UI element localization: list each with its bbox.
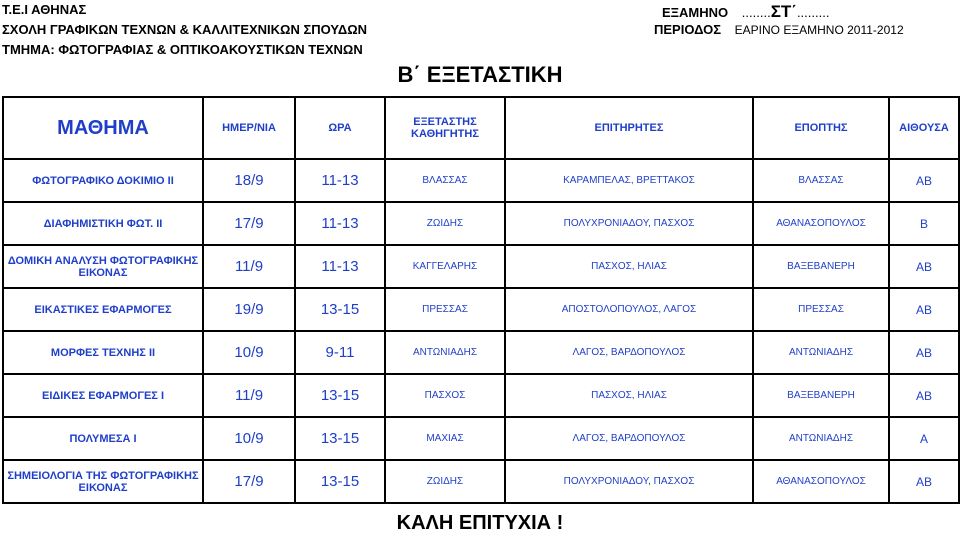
col-header-date: ΗΜΕΡ/ΝΙΑ xyxy=(203,97,295,159)
table-row xyxy=(3,374,959,417)
supervisor-cell: ΑΘΑΝΑΣΟΠΟΥΛΟΣ xyxy=(753,460,889,503)
examiner-cell: ΑΝΤΩΝΙΑΔΗΣ xyxy=(385,331,505,374)
semester-value: ΣΤ΄ xyxy=(770,2,797,21)
col-header-time: ΩΡΑ xyxy=(295,97,385,159)
col-header-examiner-line2: ΚΑΘΗΓΗΤΗΣ xyxy=(411,128,479,140)
course-cell: ΦΩΤΟΓΡΑΦΙΚΟ ΔΟΚΙΜΙΟ ΙΙ xyxy=(3,159,203,202)
supervisor-cell: ΒΑΞΕΒΑΝΕΡΗ xyxy=(753,245,889,288)
examiner-cell: ΖΩΙΔΗΣ xyxy=(385,202,505,245)
date-cell: 10/9 xyxy=(203,331,295,374)
table-row xyxy=(3,288,959,331)
date-cell: 19/9 xyxy=(203,288,295,331)
col-header-examiner-line1: ΕΞΕΤΑΣΤΗΣ xyxy=(413,116,477,128)
time-cell: 13-15 xyxy=(295,460,385,503)
course-cell: ΕΙΚΑΣΤΙΚΕΣ ΕΦΑΡΜΟΓΕΣ xyxy=(3,288,203,331)
course-cell: ΔΟΜΙΚΗ ΑΝΑΛΥΣΗ ΦΩΤΟΓΡΑΦΙΚΗΣ ΕΙΚΟΝΑΣ xyxy=(3,245,203,288)
date-cell: 18/9 xyxy=(203,159,295,202)
table-row xyxy=(3,460,959,503)
room-cell: Β xyxy=(889,202,959,245)
date-cell: 11/9 xyxy=(203,374,295,417)
proctors-cell: ΠΑΣΧΟΣ, ΗΛΙΑΣ xyxy=(505,245,753,288)
proctors-cell: ΑΠΟΣΤΟΛΟΠΟΥΛΟΣ, ΛΑΓΟΣ xyxy=(505,288,753,331)
period-value: ΕΑΡΙΝΟ ΕΞΑΜΗΝΟ 2011-2012 xyxy=(734,23,904,37)
supervisor-cell: ΒΑΞΕΒΑΝΕΡΗ xyxy=(753,374,889,417)
proctors-cell: ΛΑΓΟΣ, ΒΑΡΔΟΠΟΥΛΟΣ xyxy=(505,331,753,374)
table-row xyxy=(3,245,959,288)
time-cell: 11-13 xyxy=(295,245,385,288)
exam-schedule-table xyxy=(2,96,960,504)
examiner-cell: ΜΑΧΙΑΣ xyxy=(385,417,505,460)
supervisor-cell: ΑΝΤΩΝΙΑΔΗΣ xyxy=(753,417,889,460)
col-header-examiner xyxy=(385,97,505,159)
supervisor-cell: ΑΝΤΩΝΙΑΔΗΣ xyxy=(753,331,889,374)
col-header-supervisor: ΕΠΟΠΤΗΣ xyxy=(753,97,889,159)
table-row xyxy=(3,202,959,245)
time-cell: 11-13 xyxy=(295,159,385,202)
proctors-cell: ΠΑΣΧΟΣ, ΗΛΙΑΣ xyxy=(505,374,753,417)
room-cell: ΑΒ xyxy=(889,460,959,503)
examiner-cell: ΠΑΣΧΟΣ xyxy=(385,374,505,417)
date-cell: 17/9 xyxy=(203,460,295,503)
col-header-room: ΑΙΘΟΥΣΑ xyxy=(889,97,959,159)
col-header-course: ΜΑΘΗΜΑ xyxy=(3,97,203,159)
period-line xyxy=(654,22,904,37)
course-cell: ΕΙΔΙΚΕΣ ΕΦΑΡΜΟΓΕΣ Ι xyxy=(3,374,203,417)
date-cell: 10/9 xyxy=(203,417,295,460)
semester-label: ΕΞΑΜΗΝΟ xyxy=(662,5,729,20)
room-cell: ΑΒ xyxy=(889,245,959,288)
table-row xyxy=(3,331,959,374)
time-cell: 9-11 xyxy=(295,331,385,374)
examiner-cell: ΒΛΑΣΣΑΣ xyxy=(385,159,505,202)
examiner-cell: ΖΩΙΔΗΣ xyxy=(385,460,505,503)
course-cell: ΠΟΛΥΜΕΣΑ Ι xyxy=(3,417,203,460)
course-cell: ΜΟΡΦΕΣ ΤΕΧΝΗΣ ΙΙ xyxy=(3,331,203,374)
header-row xyxy=(3,97,959,159)
room-cell: ΑΒ xyxy=(889,288,959,331)
supervisor-cell: ΠΡΕΣΣΑΣ xyxy=(753,288,889,331)
course-cell: ΔΙΑΦΗΜΙΣΤΙΚΗ ΦΩΤ. ΙΙ xyxy=(3,202,203,245)
supervisor-cell: ΑΘΑΝΑΣΟΠΟΥΛΟΣ xyxy=(753,202,889,245)
school-name: Τ.Ε.Ι ΑΘΗΝΑΣ xyxy=(2,2,87,17)
proctors-cell: ΚΑΡΑΜΠΕΛΑΣ, ΒΡΕΤΤΑΚΟΣ xyxy=(505,159,753,202)
faculty-name: ΣΧΟΛΗ ΓΡΑΦΙΚΩΝ ΤΕΧΝΩΝ & ΚΑΛΛΙΤΕΧΝΙΚΩΝ ΣΠΟΥΔΩΝ xyxy=(2,22,368,37)
room-cell: Α xyxy=(889,417,959,460)
time-cell: 11-13 xyxy=(295,202,385,245)
footer-message: ΚΑΛΗ ΕΠΙΤΥΧΙΑ ! xyxy=(396,512,564,534)
date-cell: 17/9 xyxy=(203,202,295,245)
proctors-cell: ΠΟΛΥΧΡΟΝΙΑΔΟΥ, ΠΑΣΧΟΣ xyxy=(505,460,753,503)
examiner-cell: ΚΑΓΓΕΛΑΡΗΣ xyxy=(385,245,505,288)
semester-dots-left: ........ xyxy=(741,5,771,20)
examiner-cell: ΠΡΕΣΣΑΣ xyxy=(385,288,505,331)
proctors-cell: ΠΟΛΥΧΡΟΝΙΑΔΟΥ, ΠΑΣΧΟΣ xyxy=(505,202,753,245)
room-cell: ΑΒ xyxy=(889,159,959,202)
time-cell: 13-15 xyxy=(295,417,385,460)
room-cell: ΑΒ xyxy=(889,374,959,417)
col-header-proctors: ΕΠΙΤΗΡΗΤΕΣ xyxy=(505,97,753,159)
time-cell: 13-15 xyxy=(295,288,385,331)
course-cell: ΣΗΜΕΙΟΛΟΓΙΑ ΤΗΣ ΦΩΤΟΓΡΑΦΙΚΗΣ ΕΙΚΟΝΑΣ xyxy=(3,460,203,503)
semester-dots-right: ......... xyxy=(796,5,830,20)
period-label: ΠΕΡΙΟΔΟΣ xyxy=(654,22,722,37)
page-title: Β΄ ΕΞΕΤΑΣΤΙΚΗ xyxy=(397,62,563,87)
proctors-cell: ΛΑΓΟΣ, ΒΑΡΔΟΠΟΥΛΟΣ xyxy=(505,417,753,460)
department-name: ΤΜΗΜΑ: ΦΩΤΟΓΡΑΦΙΑΣ & ΟΠΤΙΚΟΑΚΟΥΣΤΙΚΩΝ ΤΕΧΝΩΝ xyxy=(2,42,363,57)
date-cell: 11/9 xyxy=(203,245,295,288)
table-row xyxy=(3,417,959,460)
supervisor-cell: ΒΛΑΣΣΑΣ xyxy=(753,159,889,202)
time-cell: 13-15 xyxy=(295,374,385,417)
semester-line xyxy=(662,2,829,22)
table-row xyxy=(3,159,959,202)
room-cell: ΑΒ xyxy=(889,331,959,374)
